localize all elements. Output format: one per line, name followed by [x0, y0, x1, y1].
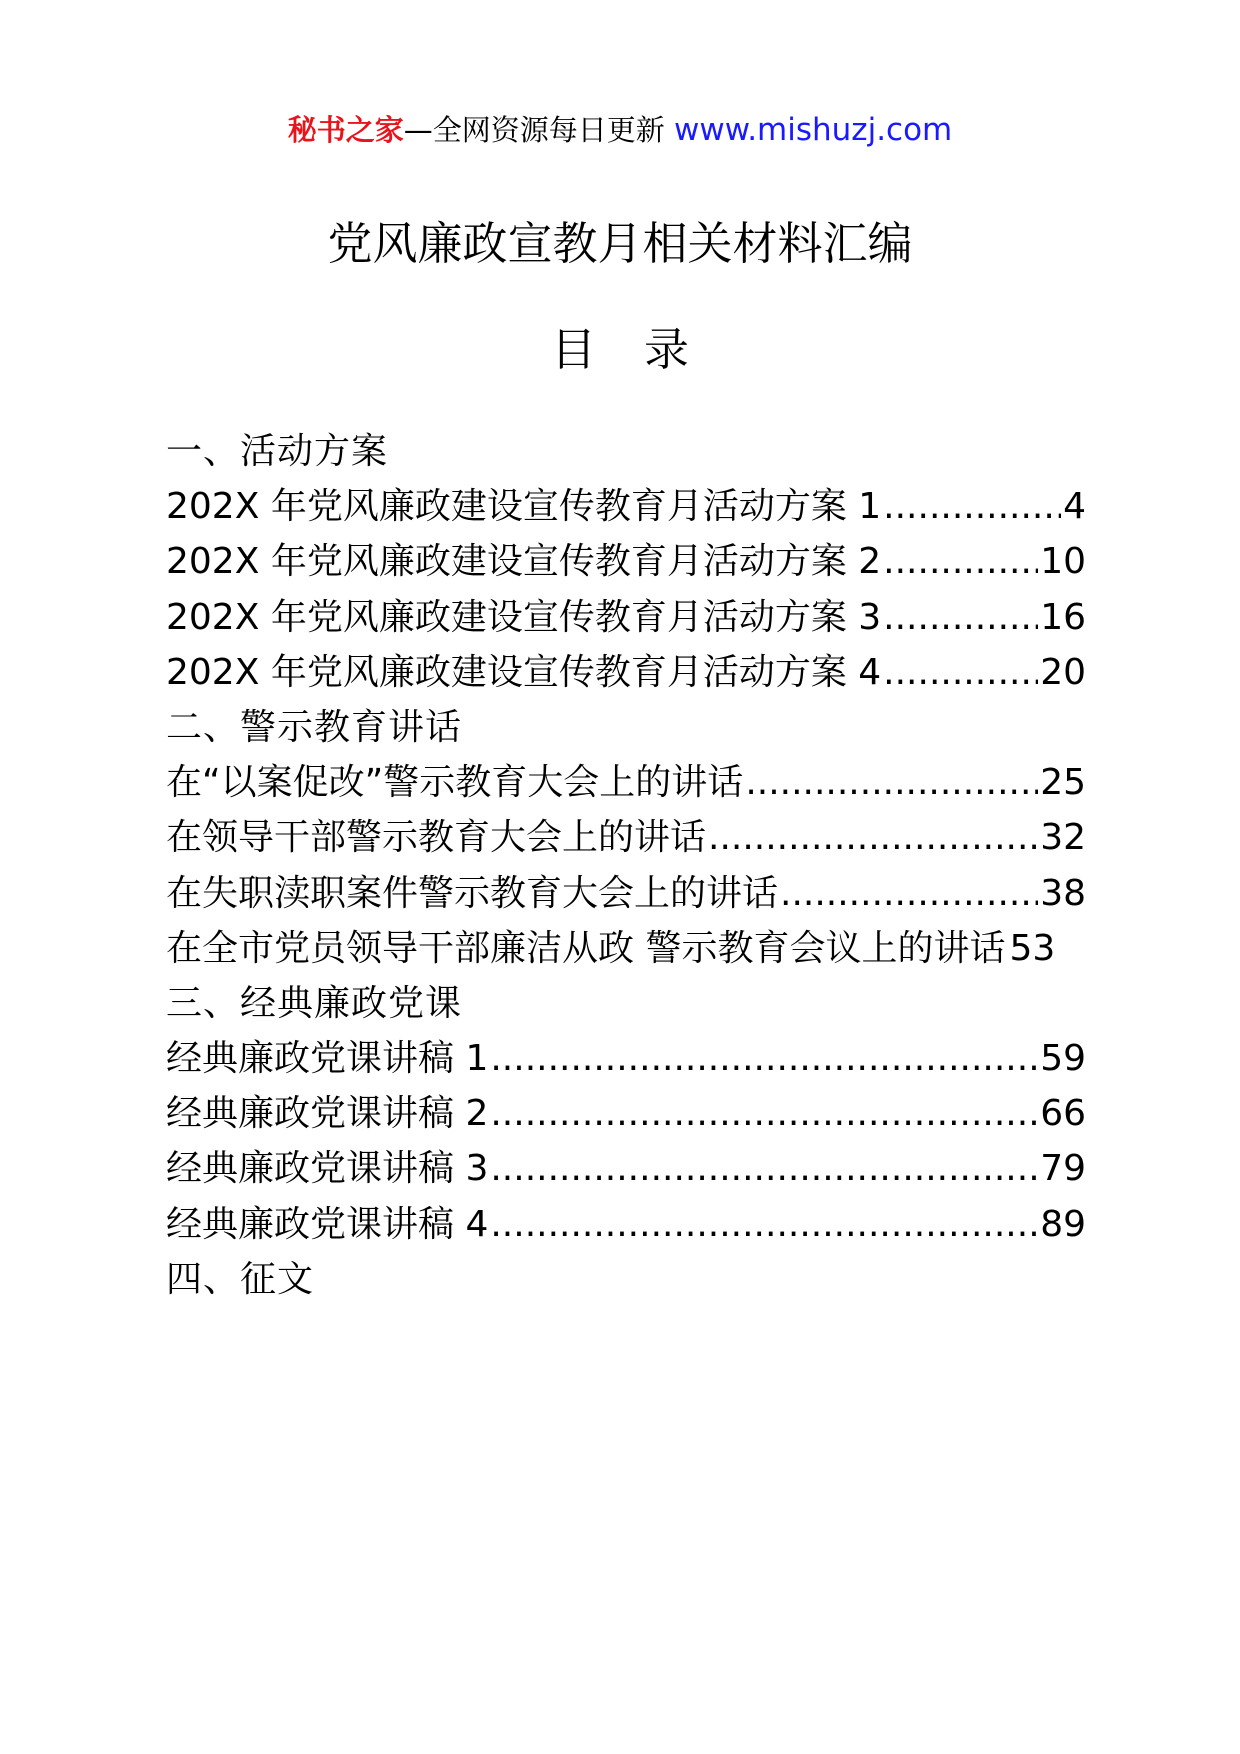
toc-entry-page: 53	[1009, 927, 1056, 969]
toc-section-label: 四、征文	[166, 1258, 315, 1300]
toc-entry[interactable]	[166, 1197, 1086, 1252]
toc-entry[interactable]	[166, 590, 1086, 645]
toc-entry-page: 32	[1040, 817, 1086, 859]
toc-section-label: 三、经典廉政党课	[166, 982, 463, 1024]
dot-leader	[883, 590, 1038, 645]
toc-entry[interactable]	[166, 1031, 1086, 1086]
toc-section-label: 一、活动方案	[166, 431, 389, 472]
toc-entry-page: 16	[1040, 596, 1086, 638]
toc-section-3	[166, 976, 1086, 1031]
site-url-link[interactable]: www.mishuzj.com	[673, 112, 953, 148]
toc-entry[interactable]	[166, 1141, 1086, 1196]
toc-entry-label: 经典廉政党课讲稿 1	[166, 1038, 489, 1080]
toc-entry-page: 10	[1040, 541, 1086, 583]
toc-entry-label: 202X 年党风廉政建设宣传教育月活动方案 3	[166, 596, 882, 638]
toc-section-4	[166, 1252, 1086, 1307]
brand-name: 秘书之家	[287, 113, 404, 147]
toc-entry-label: 在失职渎职案件警示教育大会上的讲话	[166, 872, 779, 914]
dot-leader	[883, 534, 1038, 589]
toc-entry-page: 89	[1040, 1203, 1086, 1245]
toc-entry[interactable]	[166, 1086, 1086, 1141]
dot-leader	[883, 645, 1038, 700]
toc-entry[interactable]	[166, 755, 1086, 810]
toc-entry-page: 4	[1063, 486, 1086, 528]
header-tagline: —全网资源每日更新	[403, 113, 665, 147]
toc-entry-label: 在全市党员领导干部廉洁从政 警示教育会议上的讲话	[166, 927, 1006, 969]
dot-leader	[490, 1086, 1038, 1141]
dot-leader	[490, 1031, 1038, 1086]
document-title: 党风廉政宣教月相关材料汇编	[327, 217, 913, 270]
dot-leader	[490, 1141, 1038, 1196]
toc-entry-page: 38	[1040, 872, 1086, 914]
toc-entry-page: 25	[1040, 762, 1086, 804]
toc-entry-page: 79	[1040, 1148, 1086, 1190]
toc-entry-page: 59	[1040, 1038, 1086, 1080]
table-of-contents	[166, 424, 1086, 1307]
toc-entry[interactable]	[166, 534, 1086, 589]
toc-entry-page: 66	[1040, 1093, 1086, 1135]
dot-leader	[780, 866, 1038, 921]
toc-section-1	[166, 424, 1086, 479]
toc-entry-label: 经典廉政党课讲稿 4	[166, 1203, 489, 1245]
toc-entry[interactable]	[166, 645, 1086, 700]
dot-leader	[883, 479, 1061, 534]
site-header	[0, 108, 1240, 152]
toc-entry-label: 202X 年党风廉政建设宣传教育月活动方案 1	[166, 486, 882, 528]
dot-leader	[490, 1197, 1038, 1252]
toc-entry-label: 在领导干部警示教育大会上的讲话	[166, 817, 707, 859]
toc-entry[interactable]	[166, 479, 1086, 534]
toc-entry-label: 在“以案促改”警示教育大会上的讲话	[166, 762, 744, 804]
toc-entry-label: 202X 年党风廉政建设宣传教育月活动方案 2	[166, 541, 882, 583]
toc-entry-label: 经典廉政党课讲稿 3	[166, 1148, 489, 1190]
toc-heading: 目录	[550, 323, 737, 376]
toc-entry[interactable]	[166, 921, 1086, 976]
toc-section-2	[166, 700, 1086, 755]
dot-leader	[745, 755, 1038, 810]
toc-entry[interactable]	[166, 866, 1086, 921]
toc-section-label: 二、警示教育讲话	[166, 706, 463, 748]
toc-entry-label: 经典廉政党课讲稿 2	[166, 1093, 489, 1135]
toc-entry-page: 20	[1040, 651, 1086, 693]
toc-entry[interactable]	[166, 810, 1086, 865]
toc-entry-label: 202X 年党风廉政建设宣传教育月活动方案 4	[166, 651, 882, 693]
dot-leader	[708, 810, 1038, 865]
